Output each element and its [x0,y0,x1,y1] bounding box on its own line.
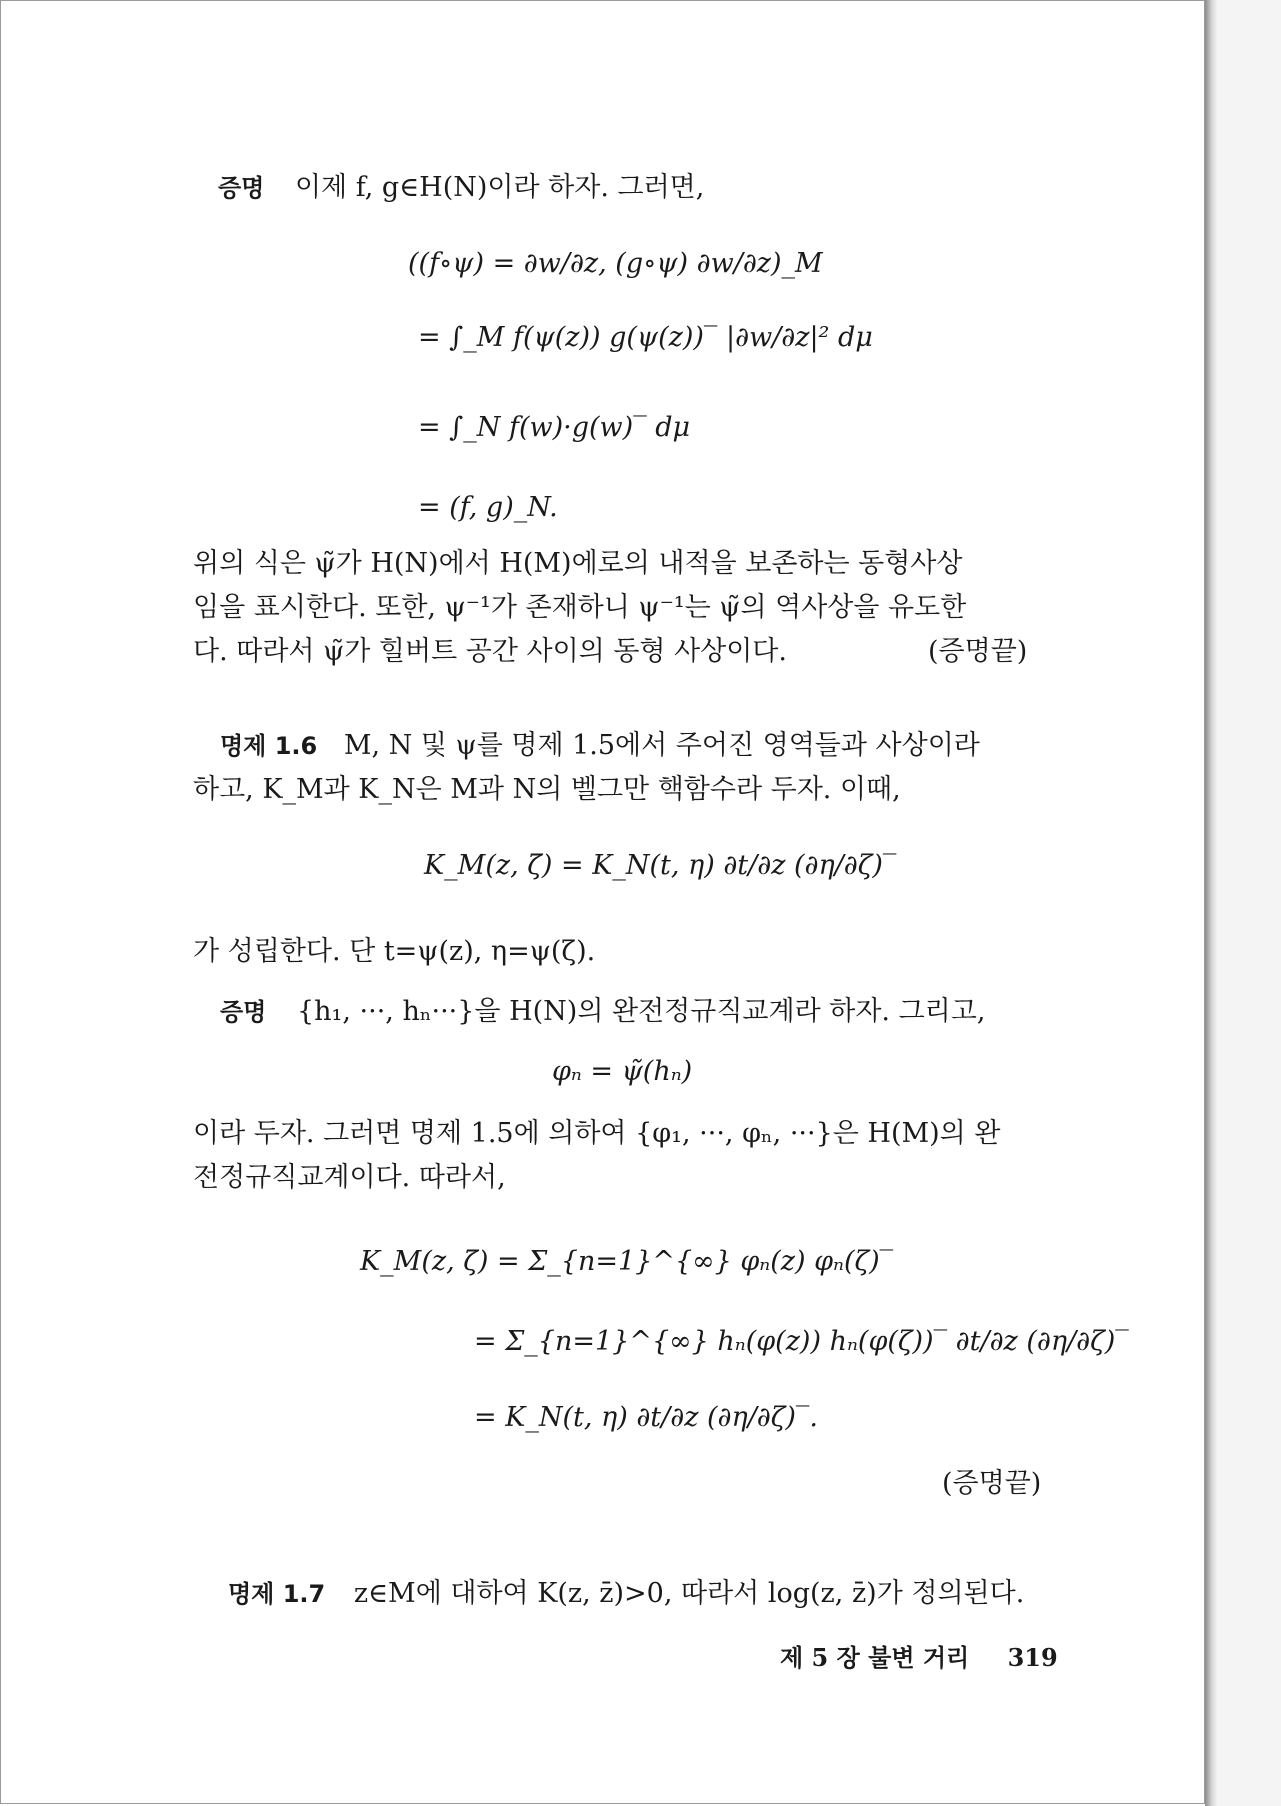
equation-line: K_M(z, ζ̄) = K_N(t, η) ∂t/∂z (∂η/∂ζ)‾ [424,850,897,881]
equation-line: = Σ_{n=1}^{∞} hₙ(φ(z)) hₙ(φ(ζ))‾ ∂t/∂z (∂η/∂ζ)‾ [474,1326,1129,1357]
equation-line: ((f∘ψ) = ∂w/∂z, (g∘ψ) ∂w/∂z)_M [408,248,823,279]
viewer-background [1217,0,1281,1806]
proof-label: 증명 [220,998,267,1026]
proposition-label: 명제 1.6 [220,732,318,760]
proof-end-mark: (증명끝) [942,1468,1042,1499]
paragraph-line: 하고, K_M과 K_N은 M과 N의 벨그만 핵함수라 두자. 이때, [193,774,901,805]
proposition-text: M, N 및 ψ를 명제 1.5에서 주어진 영역들과 사상이라 [343,730,980,761]
proposition-line [228,1576,1024,1612]
proof-label: 증명 [218,174,265,202]
proposition-line [220,728,980,764]
equation-line: = (f, g)_N. [418,492,558,523]
proof-line [218,170,704,206]
paragraph-line: 전정규직교계이다. 따라서, [193,1162,506,1193]
proof-line [220,994,985,1030]
equation-line: = ∫_M f(ψ(z)) g(ψ(z))‾ |∂w/∂z|² dμ [418,322,873,353]
equation-line: φₙ = ψ̃(hₙ) [552,1056,693,1087]
equation-line: K_M(z, ζ̄) = Σ_{n=1}^{∞} φₙ(z) φₙ(ζ)‾ [360,1246,894,1277]
paragraph-line: 위의 식은 ψ̃가 H(N)에서 H(M)에로의 내적을 보존하는 동형사상 [193,548,963,579]
chapter-title: 제 5 장 불변 거리 [780,1643,970,1672]
equation-line: = ∫_N f(w)·g(w)‾ dμ [418,412,691,443]
equation-line: = K_N(t, η) ∂t/∂z (∂η/∂ζ)‾. [474,1402,818,1433]
page-number: 319 [1007,1643,1058,1672]
proof-intro: {h₁, ···, hₙ···}을 H(N)의 완전정규직교계라 하자. 그리고, [296,996,986,1027]
paragraph-line: 가 성립한다. 단 t=ψ(z), η=ψ(ζ). [193,936,596,967]
proof-intro: 이제 f, g∈H(N)이라 하자. 그러면, [294,172,705,203]
proof-end-mark: (증명끝) [928,636,1028,667]
proposition-text: z∈M에 대하여 K(z, z̄)>0, 따라서 log(z, z̄)가 정의된다. [353,1578,1025,1609]
paragraph-line: 이라 두자. 그러면 명제 1.5에 의하여 {φ₁, ···, φₙ, ···}은 H(M)의 완 [193,1118,1001,1149]
page-edge-shadow [1205,0,1217,1806]
proposition-label: 명제 1.7 [228,1580,326,1608]
paragraph-line: 임을 표시한다. 또한, ψ⁻¹가 존재하니 ψ⁻¹는 ψ̃의 역사상을 유도한 [193,592,967,623]
running-footer [780,1638,1058,1673]
paragraph-line: 다. 따라서 ψ̃가 힐버트 공간 사이의 동형 사상이다. [193,636,787,667]
